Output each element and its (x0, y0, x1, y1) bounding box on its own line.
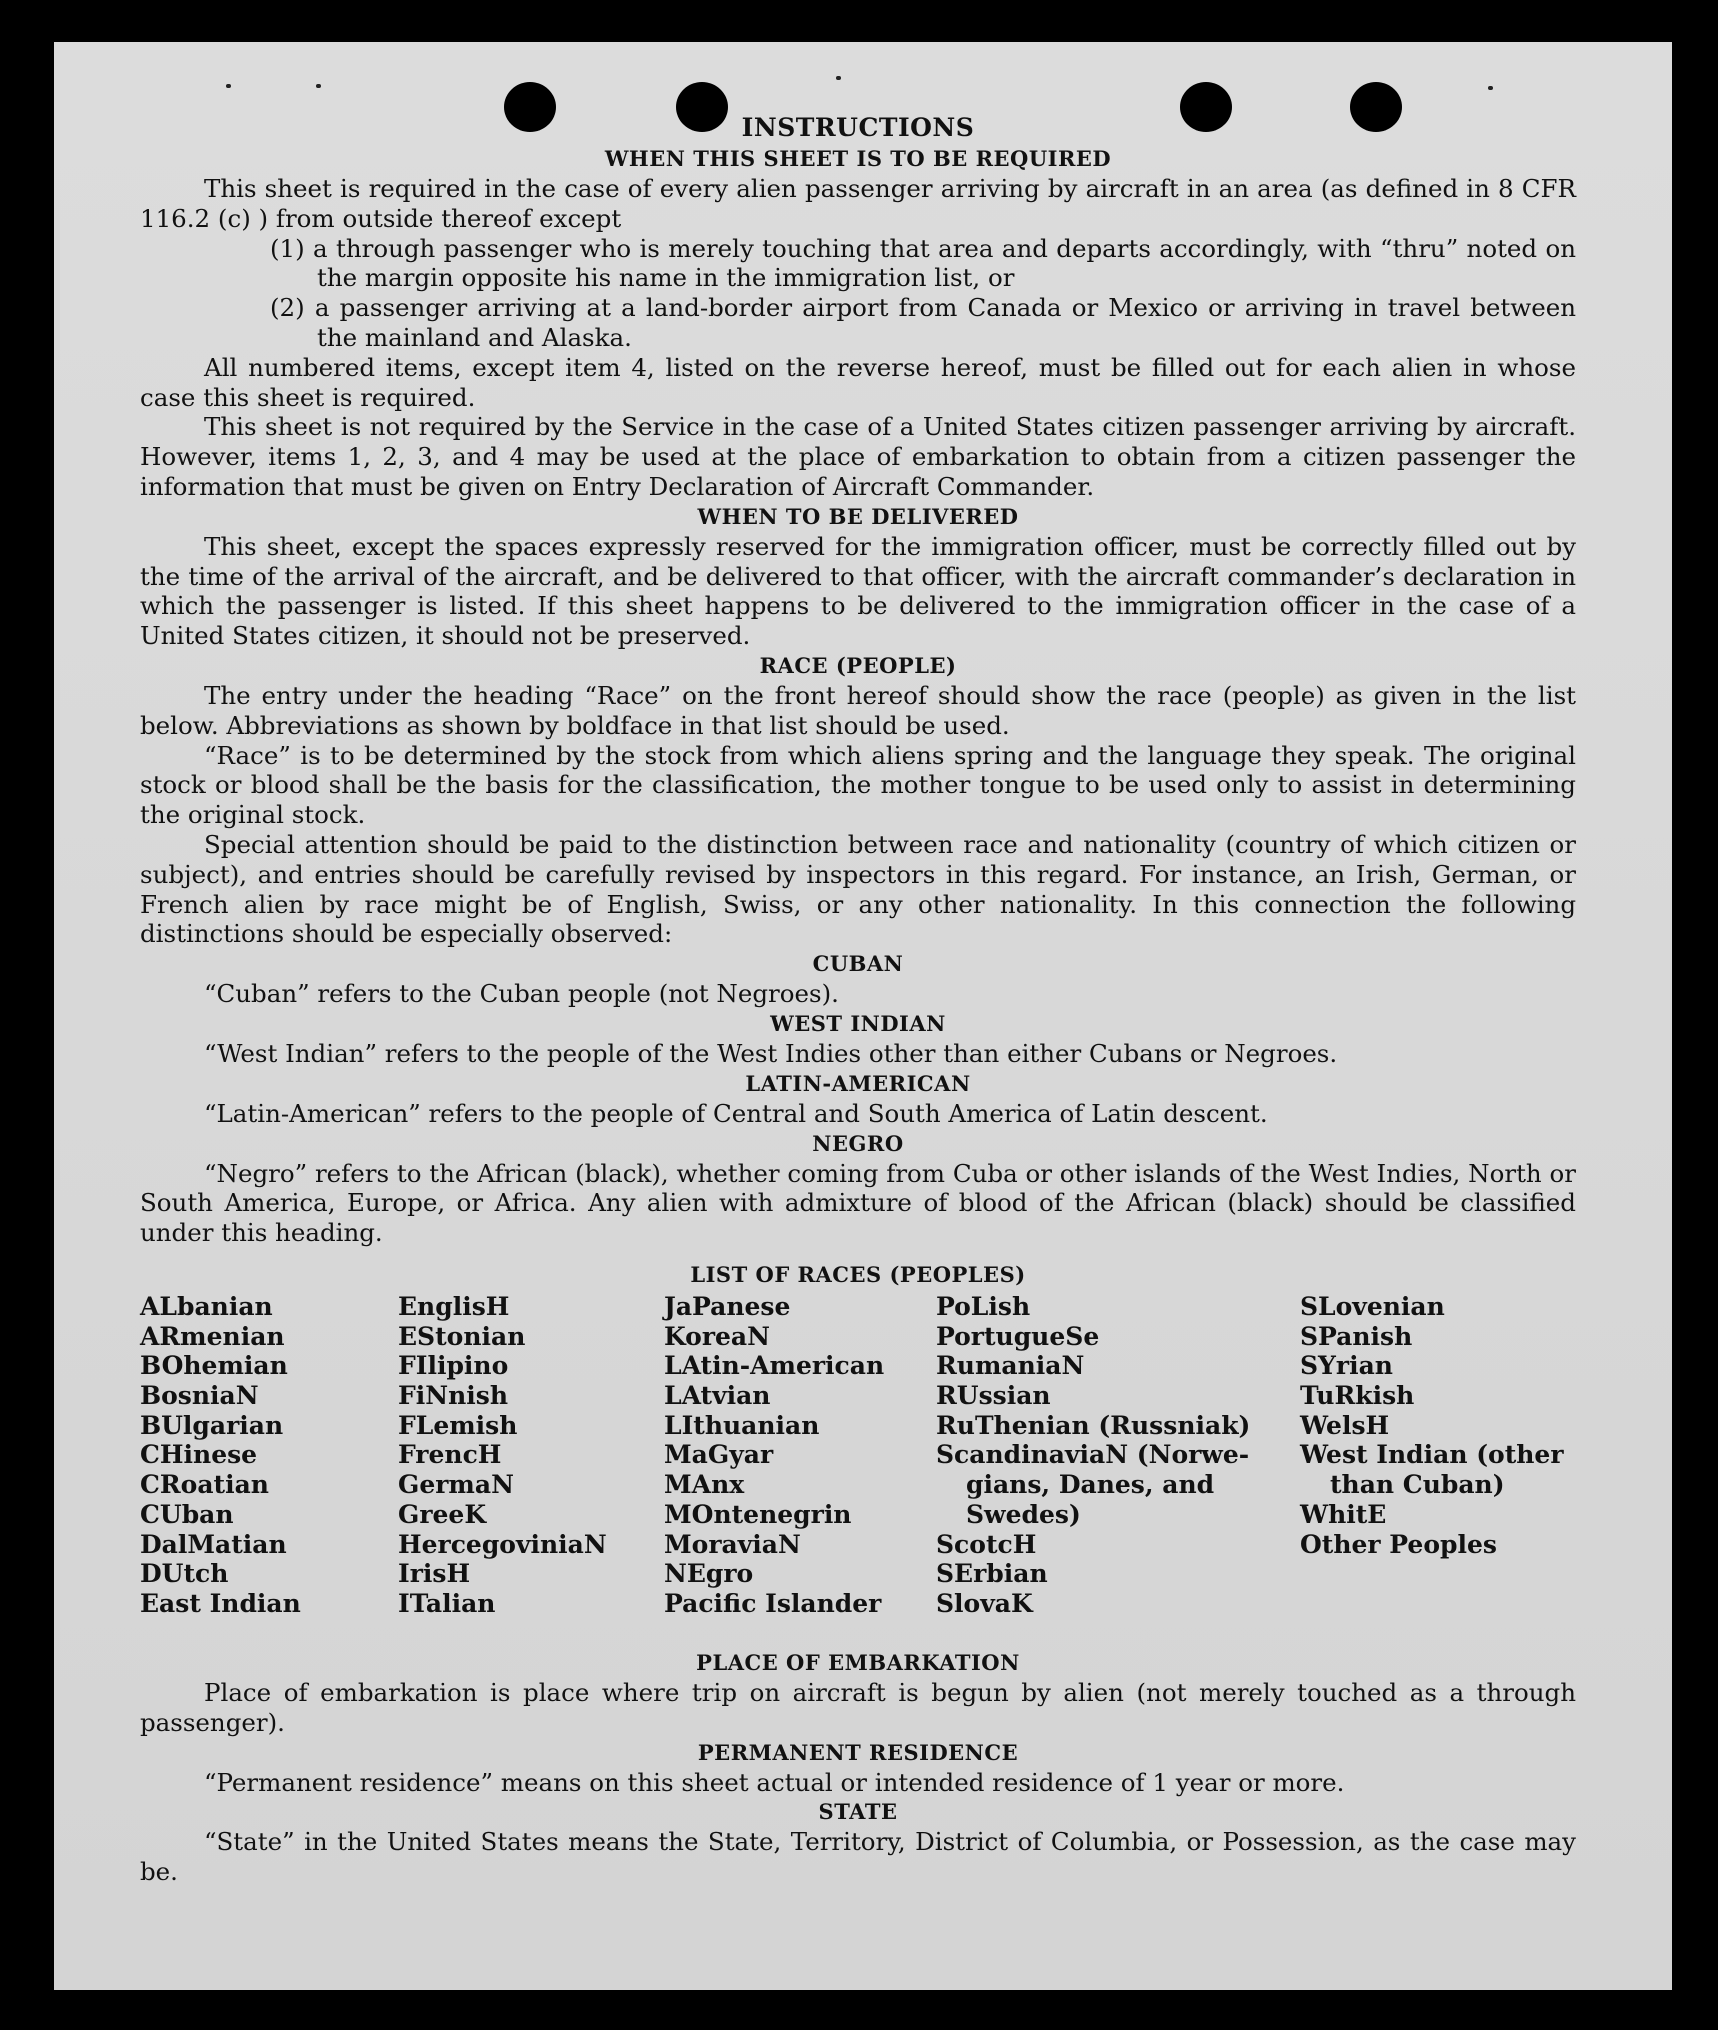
race-list-item: ALbanian (140, 1291, 273, 1321)
race-list-item: GreeK (398, 1499, 487, 1529)
section-heading: RACE (PEOPLE) (759, 652, 957, 678)
page-title: INSTRUCTIONS (741, 113, 975, 142)
race-list-item: MaGyar (664, 1440, 774, 1470)
race-list-item: BUlgarian (140, 1410, 284, 1440)
race-list-item: PoLish (936, 1291, 1031, 1321)
paragraph: This sheet is not required by the Service in the case of a United States citizen passenger arriving by aircraft. However, items 1, 2, 3, and 4 may be used at the place of embarkation to obtain from a citizen passenger the information that must be given on Entry Declaration of Aircraft Commander. (140, 412, 1576, 501)
race-list-item: BOhemian (140, 1351, 288, 1381)
race-list-item: than Cuban) (1330, 1470, 1505, 1500)
race-list-item: WhitE (1300, 1499, 1387, 1529)
race-list-item: SYrian (1300, 1351, 1393, 1381)
paragraph: “Latin-American” refers to the people of Central and South America of Latin descent. (204, 1098, 1268, 1128)
race-list-item: FIlipino (398, 1351, 509, 1381)
paragraph: This sheet is required in the case of every alien passenger arriving by aircraft in an area (as defined in 8 CFR 116.2 (c) ) from outside thereof except (140, 174, 1576, 233)
paragraph: Place of embarkation is place where trip on aircraft is begun by alien (not merely touched as a through passenger). (140, 1677, 1576, 1737)
section-heading: NEGRO (812, 1130, 904, 1156)
race-list-item: EStonian (398, 1321, 526, 1351)
race-list-item: KoreaN (664, 1321, 770, 1351)
paragraph: “Cuban” refers to the Cuban people (not Negroes). (204, 979, 839, 1009)
race-list-item: PortugueSe (936, 1321, 1100, 1351)
race-list-item: LAtin-American (664, 1351, 885, 1381)
section-heading: PERMANENT RESIDENCE (697, 1739, 1019, 1765)
race-list-item: RumaniaN (936, 1351, 1085, 1381)
speck (226, 84, 231, 88)
race-list-item: BosniaN (140, 1381, 259, 1411)
race-list-item: ScotcH (936, 1529, 1037, 1559)
race-list-item: RuThenian (Russniak) (936, 1410, 1251, 1440)
race-list-item: East Indian (140, 1588, 301, 1618)
paragraph: “Permanent residence” means on this sheet actual or intended residence of 1 year or more. (204, 1767, 1345, 1797)
section-heading: CUBAN (812, 951, 904, 977)
race-list-item: GermaN (398, 1470, 514, 1500)
speck (316, 84, 321, 88)
speck (1488, 86, 1493, 90)
race-list-item: ARmenian (140, 1321, 285, 1351)
paragraph: The entry under the heading “Race” on the front hereof should show the race (people) as given in the list below. Abbreviations as shown by boldface in that list should be used. (140, 680, 1576, 740)
race-list-item: MoraviaN (664, 1529, 801, 1559)
race-list-item: SlovaK (936, 1588, 1033, 1618)
list-item: (1) a through passenger who is merely touching that area and departs accordingly, with “thru” noted on the margin opposite his name in the immigration list, or (270, 233, 1576, 293)
speck (836, 76, 841, 80)
race-list-item: SErbian (936, 1559, 1048, 1589)
race-list-item: MOntenegrin (664, 1499, 852, 1529)
paragraph: Special attention should be paid to the distinction between race and nationality (country of which citizen or subject), and entries should be carefully revised by inspectors in this regard. For instance, an Irish, German, or French alien by race might be of English, Swiss, or any other nationality. In this connection the following distinctions should be especially observed: (140, 829, 1576, 949)
section-heading: LIST OF RACES (PEOPLES) (690, 1261, 1026, 1287)
section-heading: STATE (818, 1799, 898, 1825)
race-list-item: SLovenian (1300, 1291, 1445, 1321)
race-column (664, 1292, 884, 1619)
race-list-item: RUssian (936, 1381, 1051, 1411)
section-heading: WEST INDIAN (770, 1010, 946, 1036)
race-column (1300, 1292, 1564, 1559)
race-list-item: ITalian (398, 1588, 496, 1618)
race-list-item: FrencH (398, 1440, 502, 1470)
paragraph: “Negro” refers to the African (black), whether coming from Cuba or other islands of the West Indies, North or South America, Europe, or Africa. Any alien with admixture of blood of the African (black) should be classified under this heading. (140, 1158, 1576, 1248)
race-list-item: HercegoviniaN (398, 1529, 607, 1559)
race-list-item: Swedes) (966, 1499, 1081, 1529)
paragraph: “State” in the United States means the State, Territory, District of Columbia, or Possession, as the case may be. (140, 1827, 1576, 1887)
race-list-item: CUban (140, 1499, 234, 1529)
race-list-item: CRoatian (140, 1470, 269, 1500)
instructions-content (140, 112, 1576, 1887)
race-list-item: West Indian (other (1300, 1440, 1564, 1470)
race-list-item: JaPanese (664, 1291, 791, 1321)
race-list-item: NEgro (664, 1559, 754, 1589)
section-heading: LATIN-AMERICAN (745, 1070, 971, 1096)
section-heading: PLACE OF EMBARKATION (696, 1649, 1020, 1675)
race-list-item: IrisH (398, 1559, 471, 1589)
race-list-item: FLemish (398, 1410, 518, 1440)
race-list-item: FiNnish (398, 1381, 509, 1411)
section-heading: WHEN THIS SHEET IS TO BE REQUIRED (604, 146, 1112, 171)
race-list (140, 1292, 1576, 1648)
race-list-item: gians, Danes, and (966, 1470, 1215, 1500)
race-list-item: DalMatian (140, 1529, 287, 1559)
race-list-item: DUtch (140, 1559, 229, 1589)
race-list-item: Other Peoples (1300, 1529, 1497, 1559)
race-list-item: WelsH (1300, 1410, 1390, 1440)
race-column (936, 1292, 1250, 1619)
race-list-item: Pacific Islander (664, 1588, 882, 1618)
paragraph: This sheet, except the spaces expressly reserved for the immigration officer, must be correctly filled out by the time of the arrival of the aircraft, and be delivered to that officer, with the aircraft commander’s declaration in which the passenger is listed. If this sheet happens to be delivered to the immigration officer in the case of a United States citizen, it should not be preserved. (140, 531, 1576, 651)
list-item: (2) a passenger arriving at a land-border airport from Canada or Mexico or arriving in travel between the mainland and Alaska. (270, 293, 1576, 352)
document-page (54, 42, 1672, 1990)
race-column (140, 1292, 301, 1619)
race-list-item: CHinese (140, 1440, 258, 1470)
paragraph: All numbered items, except item 4, listed on the reverse hereof, must be filled out for each alien in whose case this sheet is required. (140, 352, 1576, 412)
race-list-item: TuRkish (1300, 1381, 1415, 1411)
paragraph: “West Indian” refers to the people of the West Indies other than either Cubans or Negroes. (204, 1038, 1338, 1068)
race-list-item: ScandinaviaN (Norwe- (936, 1440, 1250, 1470)
race-list-item: EnglisH (398, 1291, 510, 1321)
race-column (398, 1292, 607, 1619)
race-list-item: SPanish (1300, 1321, 1413, 1351)
paragraph: “Race” is to be determined by the stock from which aliens spring and the language they speak. The original stock or blood shall be the basis for the classification, the mother tongue to be used only to assist in determining the original stock. (140, 740, 1576, 830)
race-list-item: MAnx (664, 1470, 745, 1500)
section-heading: WHEN TO BE DELIVERED (697, 503, 1019, 529)
race-list-item: LAtvian (664, 1381, 771, 1411)
race-list-item: LIthuanian (664, 1410, 820, 1440)
